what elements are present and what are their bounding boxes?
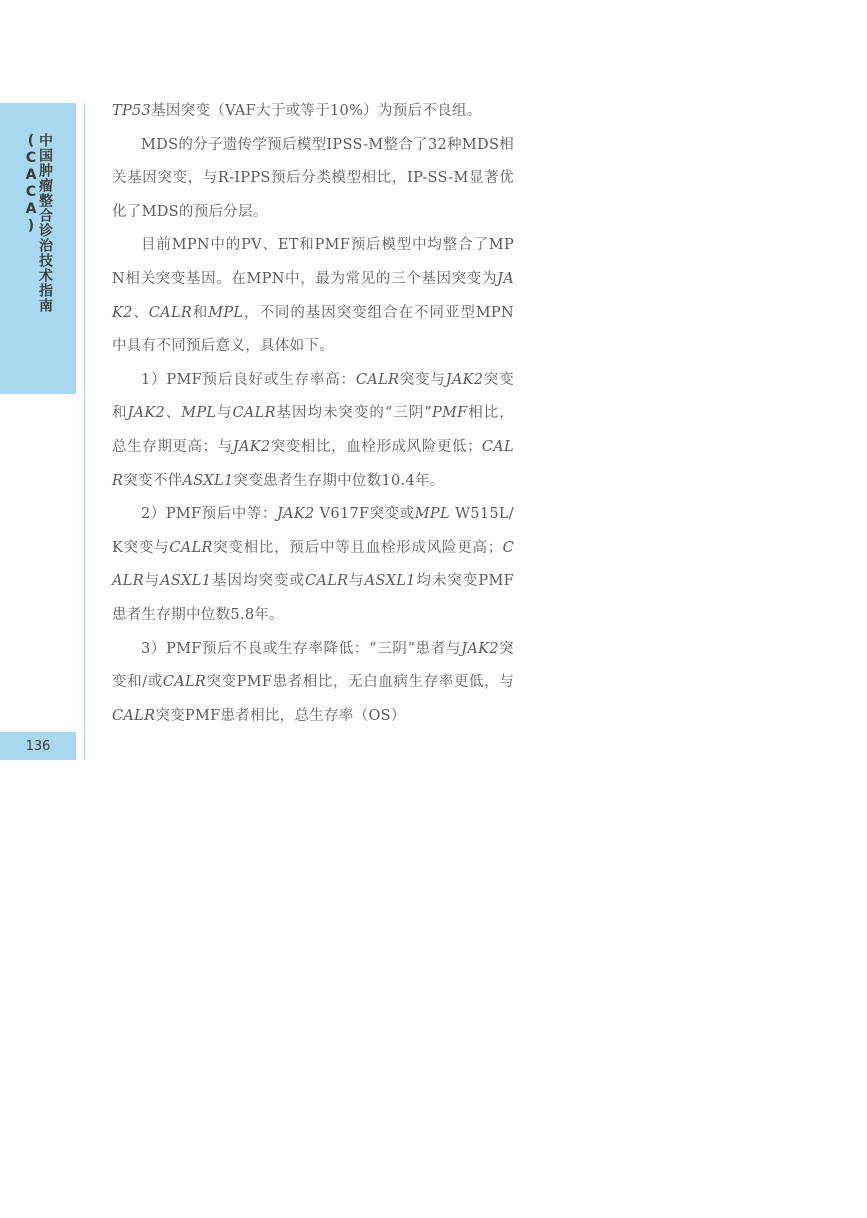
gene-name: MPL (181, 405, 217, 422)
text-run: 基因突变（VAF大于或等于10%）为预后不良组。 (151, 103, 482, 119)
gene-name: CALR (112, 707, 156, 724)
text-run: 突变和 (112, 371, 515, 422)
text-run: 突变和/或 (112, 640, 514, 691)
text-run: 2）PMF预后中等： (141, 506, 277, 523)
gene-name: CALR (355, 371, 400, 388)
gene-name: MPL (208, 304, 244, 321)
gene-name: CALR (169, 539, 213, 556)
text-run: W515L/K突变与 (112, 506, 514, 556)
gene-name: MPL (414, 506, 450, 523)
paragraph (112, 364, 514, 498)
gene-name: PMF (431, 405, 468, 422)
paragraph (112, 633, 514, 734)
text-run: 突变PMF患者相比，总生存率（OS） (155, 707, 406, 724)
gene-name: TP53 (112, 103, 152, 119)
text-run: 突变患者生存期中位数10.4年。 (233, 472, 445, 489)
text-run: 相比，总生存期更高；与 (112, 405, 514, 455)
text-run: MDS的分子遗传学预后模型IPSS-M整合了32种MDS相关基因突变，与R-IPPS预后分类模型相比，IP-SS-M显著优化了MDS的预后分层。 (112, 136, 514, 220)
text-run: ，不同的基因突变组合在不同亚型MPN中具有不同预后意义，具体如下。 (112, 304, 514, 355)
text-run: 、 (132, 304, 149, 321)
book-title: 中国肿瘤整合诊治技术指南(CACA) (23, 133, 53, 313)
text-run: 基因均未突变的“三阴” (275, 405, 432, 422)
gene-name: ASXL1 (182, 472, 234, 489)
gene-name: JAK2 (445, 371, 484, 388)
gene-name: JAK2 (112, 270, 514, 321)
gene-name: CALR (112, 539, 514, 590)
text-run: 基因均突变或 (211, 573, 306, 590)
paragraph (112, 129, 514, 230)
gene-name: JAK2 (276, 506, 315, 523)
text-run: 突变与 (399, 371, 446, 388)
gene-name: CALR (232, 405, 276, 422)
text-run: 与 (216, 405, 233, 422)
text-run: 3）PMF预后不良或生存率降低：“三阴”患者与 (141, 640, 462, 657)
text-run: 和 (192, 304, 209, 321)
body-text (112, 95, 514, 733)
text-run: 突变不伴 (123, 472, 183, 489)
gene-name: ASXL1 (364, 573, 416, 590)
text-run: 均未突变PMF患者生存期中位数5.8年。 (112, 573, 514, 623)
text-run: 1）PMF预后良好或生存率高： (141, 371, 356, 388)
text-run: 突变PMF患者相比，无白血病生存率更低，与 (206, 674, 514, 691)
gene-name: CALR (305, 573, 349, 590)
paragraph (112, 498, 514, 632)
paragraph (112, 95, 514, 129)
text-run: 目前MPN中的PV、ET和PMF预后模型中均整合了MPN相关突变基因。在MPN中，最为常见的三个基因突变为 (112, 237, 514, 287)
gene-name: JAK2 (232, 438, 271, 455)
gene-name: CALR (148, 304, 193, 321)
gene-name: CALR (162, 674, 207, 691)
text-run: 突变相比，血栓形成风险更低； (270, 438, 482, 455)
text-run: 与 (348, 573, 365, 590)
gene-name: JAK2 (127, 405, 166, 422)
text-run: 、 (165, 405, 182, 422)
paragraph (112, 229, 514, 363)
side-tab (0, 103, 76, 394)
text-run: 突变相比，预后中等且血栓形成风险更高； (212, 539, 503, 556)
text-run: V617F突变或 (314, 506, 415, 523)
gene-name: ASXL1 (160, 573, 212, 590)
gene-name: CALR (112, 438, 514, 489)
page-number-box (0, 732, 76, 760)
page-number: 136 (25, 738, 51, 754)
margin-divider (84, 103, 85, 760)
gene-name: JAK2 (461, 640, 499, 657)
text-run: 与 (143, 573, 161, 590)
